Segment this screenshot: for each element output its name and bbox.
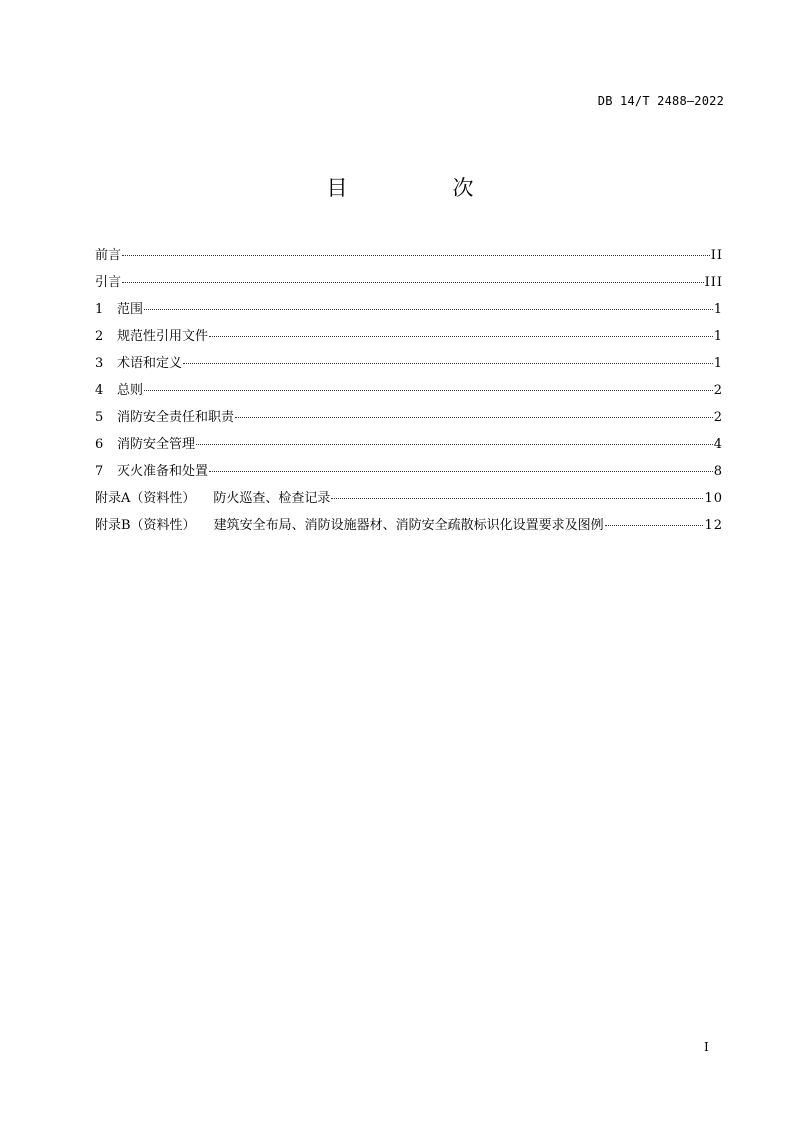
- toc-label: 术语和定义: [117, 356, 183, 371]
- toc-page-number: 12: [704, 518, 723, 533]
- toc-entry-3[interactable]: [95, 350, 723, 377]
- toc-leader-dots: [183, 363, 713, 364]
- toc-entry-1[interactable]: [95, 296, 723, 323]
- toc-page-number: III: [704, 275, 723, 290]
- toc-appendix-label: 附录B（资料性）: [95, 518, 196, 533]
- table-of-contents: [95, 242, 723, 539]
- toc-entry-introduction[interactable]: [95, 269, 723, 296]
- toc-page-number: 4: [713, 437, 723, 452]
- toc-page-number: 8: [713, 464, 723, 479]
- toc-entry-2[interactable]: [95, 323, 723, 350]
- toc-leader-dots: [235, 417, 713, 418]
- toc-appendix-label: 附录A（资料性）: [95, 491, 196, 506]
- toc-label: 灭火准备和处置: [117, 464, 209, 479]
- toc-label: 总则: [117, 383, 144, 398]
- toc-entry-5[interactable]: [95, 404, 723, 431]
- toc-label: 引言: [95, 275, 122, 290]
- toc-section-number: 7: [95, 464, 104, 479]
- toc-leader-dots: [605, 525, 704, 526]
- toc-entry-appendix-a[interactable]: [95, 485, 723, 512]
- toc-leader-dots: [144, 390, 713, 391]
- toc-entry-foreword[interactable]: [95, 242, 723, 269]
- toc-label: 消防安全责任和职责: [117, 410, 235, 425]
- toc-section-number: 6: [95, 437, 104, 452]
- toc-label: 范围: [117, 302, 144, 317]
- toc-page-number: 2: [713, 410, 723, 425]
- toc-leader-dots: [331, 498, 703, 499]
- toc-entry-7[interactable]: [95, 458, 723, 485]
- page-title: 目 次: [326, 176, 516, 200]
- toc-leader-dots: [122, 255, 710, 256]
- toc-section-number: 4: [95, 383, 104, 398]
- toc-section-number: 5: [95, 410, 104, 425]
- toc-label: 规范性引用文件: [117, 329, 209, 344]
- toc-section-number: 1: [95, 302, 104, 317]
- toc-page-number: 1: [713, 356, 723, 371]
- toc-appendix-title: 建筑安全布局、消防设施器材、消防安全疏散标识化设置要求及图例: [213, 518, 604, 533]
- toc-page-number: 2: [713, 383, 723, 398]
- toc-entry-6[interactable]: [95, 431, 723, 458]
- standard-code: DB 14/T 2488—2022: [597, 94, 724, 108]
- toc-leader-dots: [209, 336, 713, 337]
- toc-section-number: 3: [95, 356, 104, 371]
- toc-section-number: 2: [95, 329, 104, 344]
- toc-page-number: II: [710, 248, 723, 263]
- page-number: I: [704, 1040, 709, 1054]
- toc-appendix-title: 防火巡查、检查记录: [213, 491, 331, 506]
- toc-entry-appendix-b[interactable]: [95, 512, 723, 539]
- toc-page-number: 1: [713, 302, 723, 317]
- toc-leader-dots: [196, 444, 713, 445]
- toc-page-number: 1: [713, 329, 723, 344]
- toc-label: 消防安全管理: [117, 437, 196, 452]
- toc-label: 前言: [95, 248, 122, 263]
- toc-page-number: 10: [704, 491, 723, 506]
- toc-leader-dots: [122, 282, 704, 283]
- toc-leader-dots: [144, 309, 713, 310]
- toc-leader-dots: [209, 471, 713, 472]
- toc-entry-4[interactable]: [95, 377, 723, 404]
